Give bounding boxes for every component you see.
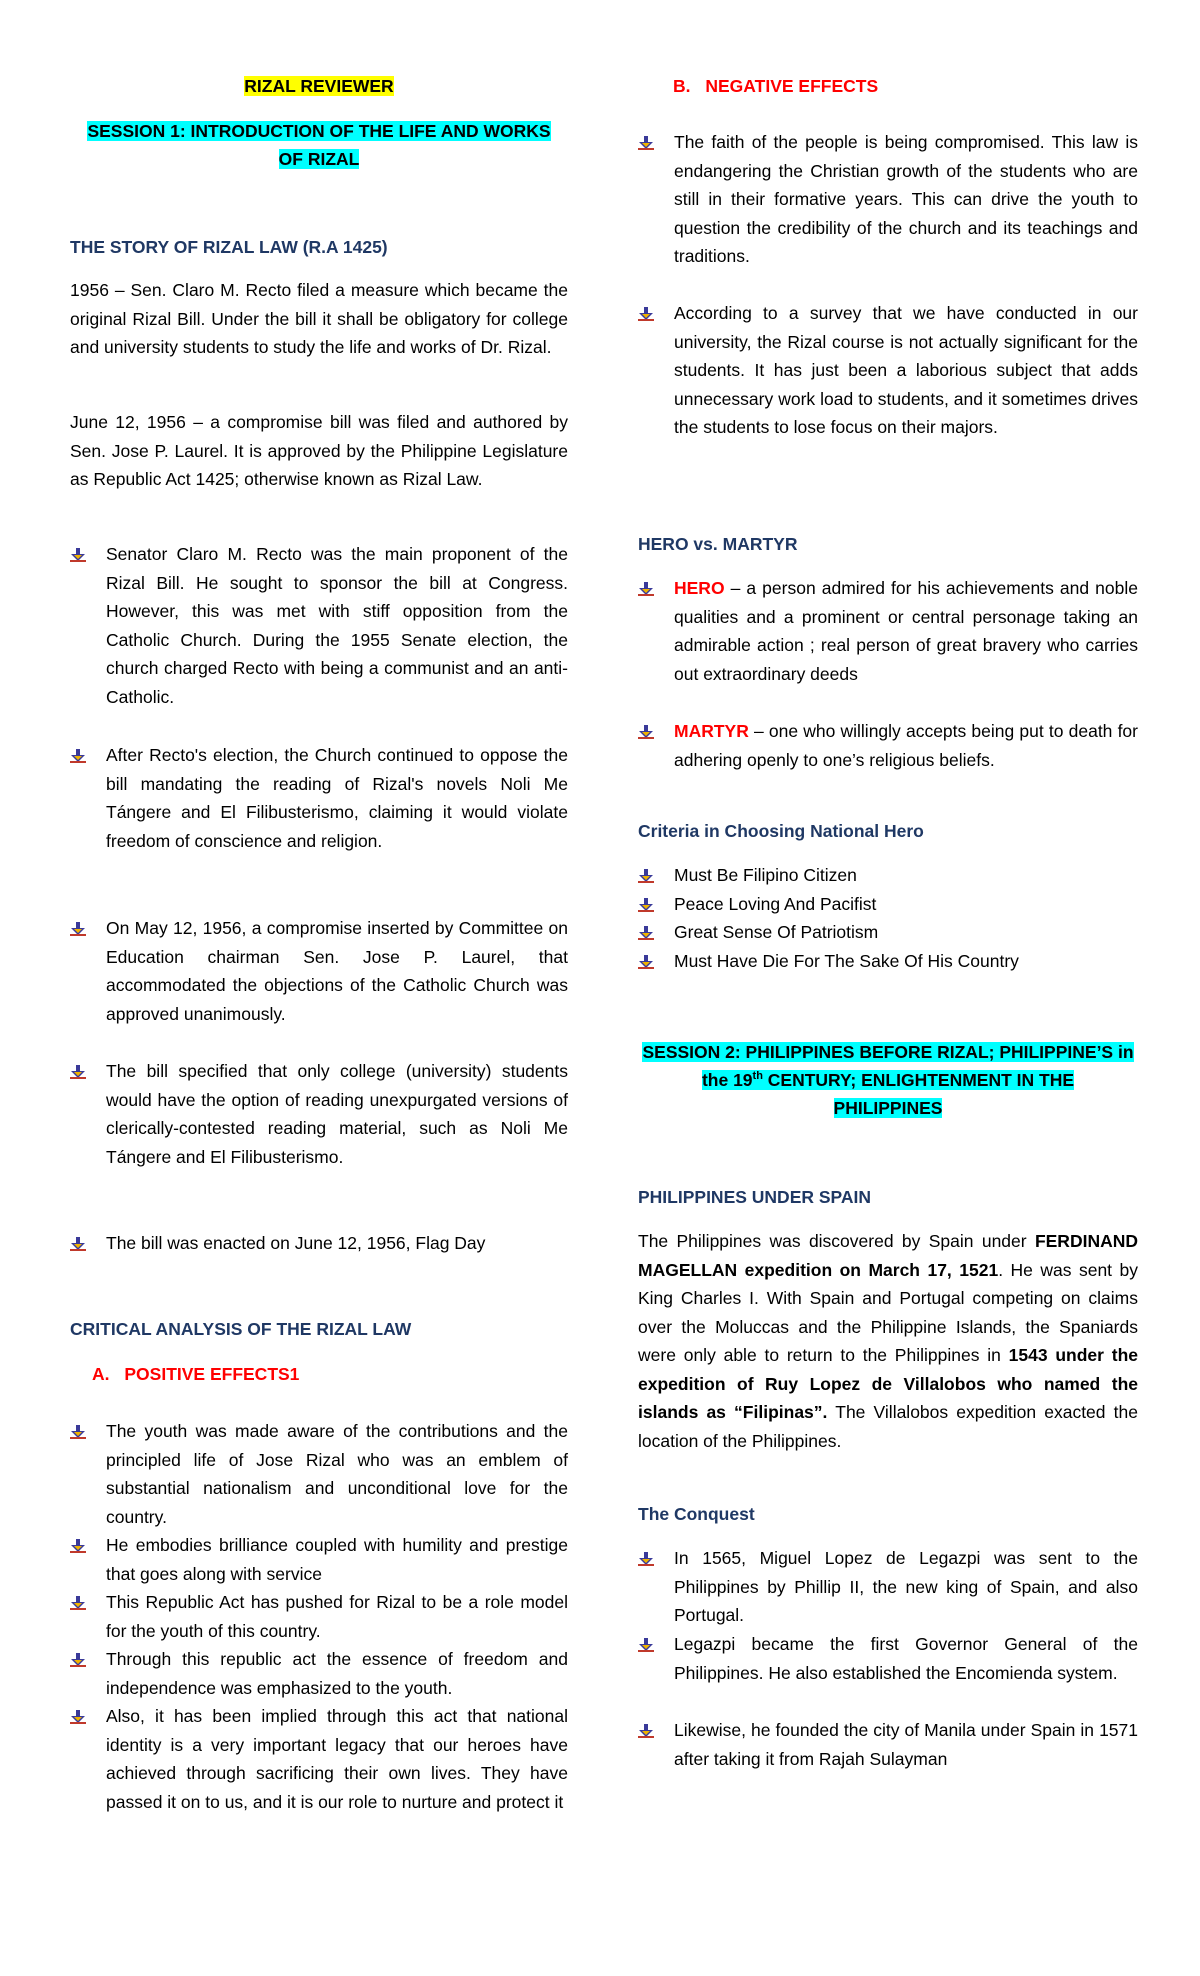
- positive-bullet-4: Through this republic act the essence of freedom and independence was emphasized to the youth.: [106, 1645, 568, 1702]
- hero-term: HERO: [674, 578, 725, 598]
- negative-label: NEGATIVE EFFECTS: [705, 76, 879, 96]
- arrow-down-bullet-icon: [70, 1237, 86, 1251]
- martyr-term: MARTYR: [674, 721, 749, 741]
- negative-bullet-2: According to a survey that we have conducted in our university, the Rizal course is not actually significant for the students. It has just been a laborious subject that adds unnecessary work load to students, and it sometimes drives the students to lose focus on their majors.: [674, 299, 1138, 442]
- positive-bullet-5: Also, it has been implied through this act that national identity is a very important legacy that our heroes have achieved through sacrificing their own lives. They have passed it on to us, and it is our role to nurture and protect it: [106, 1702, 568, 1816]
- arrow-down-bullet-icon: [638, 136, 654, 150]
- positive-bullet-3: This Republic Act has pushed for Rizal to be a role model for the youth of this country.: [106, 1588, 568, 1645]
- positive-heading: [92, 1360, 299, 1388]
- arrow-down-bullet-icon: [638, 898, 654, 912]
- martyr-definition: MARTYR – one who willingly accepts being put to death for adhering openly to one’s religious beliefs.: [674, 717, 1138, 774]
- story-bullet-5: The bill was enacted on June 12, 1956, Flag Day: [106, 1229, 568, 1258]
- arrow-down-bullet-icon: [638, 1724, 654, 1738]
- session2-line3: PHILIPPINES: [833, 1098, 943, 1118]
- session2-line1: SESSION 2: PHILIPPINES BEFORE RIZAL; PHILIPPINE’S in: [642, 1042, 1134, 1062]
- session1-line1: SESSION 1: INTRODUCTION OF THE LIFE AND WORKS: [87, 121, 551, 141]
- doc-title-row: [70, 72, 568, 100]
- negative-bullet-1: The faith of the people is being compromised. This law is endangering the Christian growth of the students who are still in their formative years. This can drive the youth to question the credibility of the church and its teachings and traditions.: [674, 128, 1138, 271]
- hero-definition: HERO – a person admired for his achievements and noble qualities and a prominent or central personage taking an admirable action ; real person of great bravery who carries out extraordinary deeds: [674, 574, 1138, 688]
- arrow-down-bullet-icon: [70, 1065, 86, 1079]
- positive-bullet-2: He embodies brilliance coupled with humility and prestige that goes along with service: [106, 1531, 568, 1588]
- paragraph-1956: 1956 – Sen. Claro M. Recto filed a measure which became the original Rizal Bill. Under the bill it shall be obligatory for college and university students to study the life and works of Dr. Rizal.: [70, 280, 568, 357]
- arrow-down-bullet-icon: [70, 548, 86, 562]
- arrow-down-bullet-icon: [638, 1638, 654, 1652]
- arrow-down-bullet-icon: [70, 1539, 86, 1553]
- critical-heading: CRITICAL ANALYSIS OF THE RIZAL LAW: [70, 1319, 412, 1339]
- conquest-bullet-1: In 1565, Miguel Lopez de Legazpi was sent to the Philippines by Phillip II, the new king of Spain, and also Portugal.: [674, 1544, 1138, 1630]
- arrow-down-bullet-icon: [638, 1552, 654, 1566]
- criteria-heading: Criteria in Choosing National Hero: [638, 821, 924, 841]
- story-heading: THE STORY OF RIZAL LAW (R.A 1425): [70, 237, 388, 257]
- session2-line2: the 19th CENTURY; ENLIGHTENMENT IN THE: [701, 1070, 1075, 1090]
- spain-paragraph: The Philippines was discovered by Spain under FERDINAND MAGELLAN expedition on March 17, 1521. He was sent by King Charles I. With Spain and Portugal competing on claims over the Moluccas and the Philippine Islands, the Spaniards were only able to return to the Philippines in 1543 under the expedition of Ruy Lopez de Villalobos who named the islands as “Filipinas”. The Villalobos expedition exacted the location of the Philippines.: [638, 1231, 1138, 1451]
- session1-heading: [70, 117, 568, 173]
- session2-heading: [638, 1038, 1138, 1122]
- arrow-down-bullet-icon: [70, 1653, 86, 1667]
- arrow-down-bullet-icon: [70, 749, 86, 763]
- paragraph-june-1956: June 12, 1956 – a compromise bill was filed and authored by Sen. Jose P. Laurel. It is approved by the Philippine Legislature as Republic Act 1425; otherwise known as Rizal Law.: [70, 412, 568, 489]
- story-bullet-4: The bill specified that only college (university) students would have the option of reading unexpurgated versions of clerically-contested reading material, such as Noli Me Tángere and El Filibusterismo.: [106, 1057, 568, 1171]
- story-bullet-3: On May 12, 1956, a compromise inserted by Committee on Education chairman Sen. Jose P. Laurel, that accommodated the objections of the Catholic Church was approved unanimously.: [106, 914, 568, 1028]
- conquest-bullet-3: Likewise, he founded the city of Manila under Spain in 1571 after taking it from Rajah Sulayman: [674, 1716, 1138, 1773]
- arrow-down-bullet-icon: [70, 922, 86, 936]
- spain-heading: PHILIPPINES UNDER SPAIN: [638, 1187, 872, 1207]
- arrow-down-bullet-icon: [638, 926, 654, 940]
- story-bullet-2: After Recto's election, the Church continued to oppose the bill mandating the reading of Rizal's novels Noli Me Tángere and El Filibusterismo, claiming it would violate freedom of conscience and religion.: [106, 741, 568, 855]
- arrow-down-bullet-icon: [70, 1710, 86, 1724]
- arrow-down-bullet-icon: [70, 1596, 86, 1610]
- doc-title: RIZAL REVIEWER: [244, 76, 394, 96]
- arrow-down-bullet-icon: [638, 307, 654, 321]
- session1-line2: OF RIZAL: [278, 149, 360, 169]
- positive-bullet-1: The youth was made aware of the contributions and the principled life of Jose Rizal who was an emblem of substantial nationalism and unconditional love for the country.: [106, 1417, 568, 1531]
- criteria-bullet-2: Peace Loving And Pacifist: [674, 890, 1138, 919]
- arrow-down-bullet-icon: [638, 955, 654, 969]
- story-bullet-1: Senator Claro M. Recto was the main proponent of the Rizal Bill. He sought to sponsor the bill at Congress. However, this was met with stiff opposition from the Catholic Church. During the 1955 Senate election, the church charged Recto with being a communist and an anti-Catholic.: [106, 540, 568, 711]
- negative-heading: [673, 72, 878, 100]
- positive-marker: A.: [92, 1364, 110, 1384]
- arrow-down-bullet-icon: [638, 869, 654, 883]
- arrow-down-bullet-icon: [638, 582, 654, 596]
- conquest-heading: The Conquest: [638, 1504, 755, 1524]
- conquest-bullet-2: Legazpi became the first Governor General of the Philippines. He also established the Encomienda system.: [674, 1630, 1138, 1687]
- criteria-bullet-1: Must Be Filipino Citizen: [674, 861, 1138, 890]
- arrow-down-bullet-icon: [638, 725, 654, 739]
- hero-heading: HERO vs. MARTYR: [638, 534, 798, 554]
- positive-label: POSITIVE EFFECTS1: [124, 1364, 300, 1384]
- negative-marker: B.: [673, 76, 691, 96]
- criteria-bullet-3: Great Sense Of Patriotism: [674, 918, 1138, 947]
- arrow-down-bullet-icon: [70, 1425, 86, 1439]
- criteria-bullet-4: Must Have Die For The Sake Of His Country: [674, 947, 1138, 976]
